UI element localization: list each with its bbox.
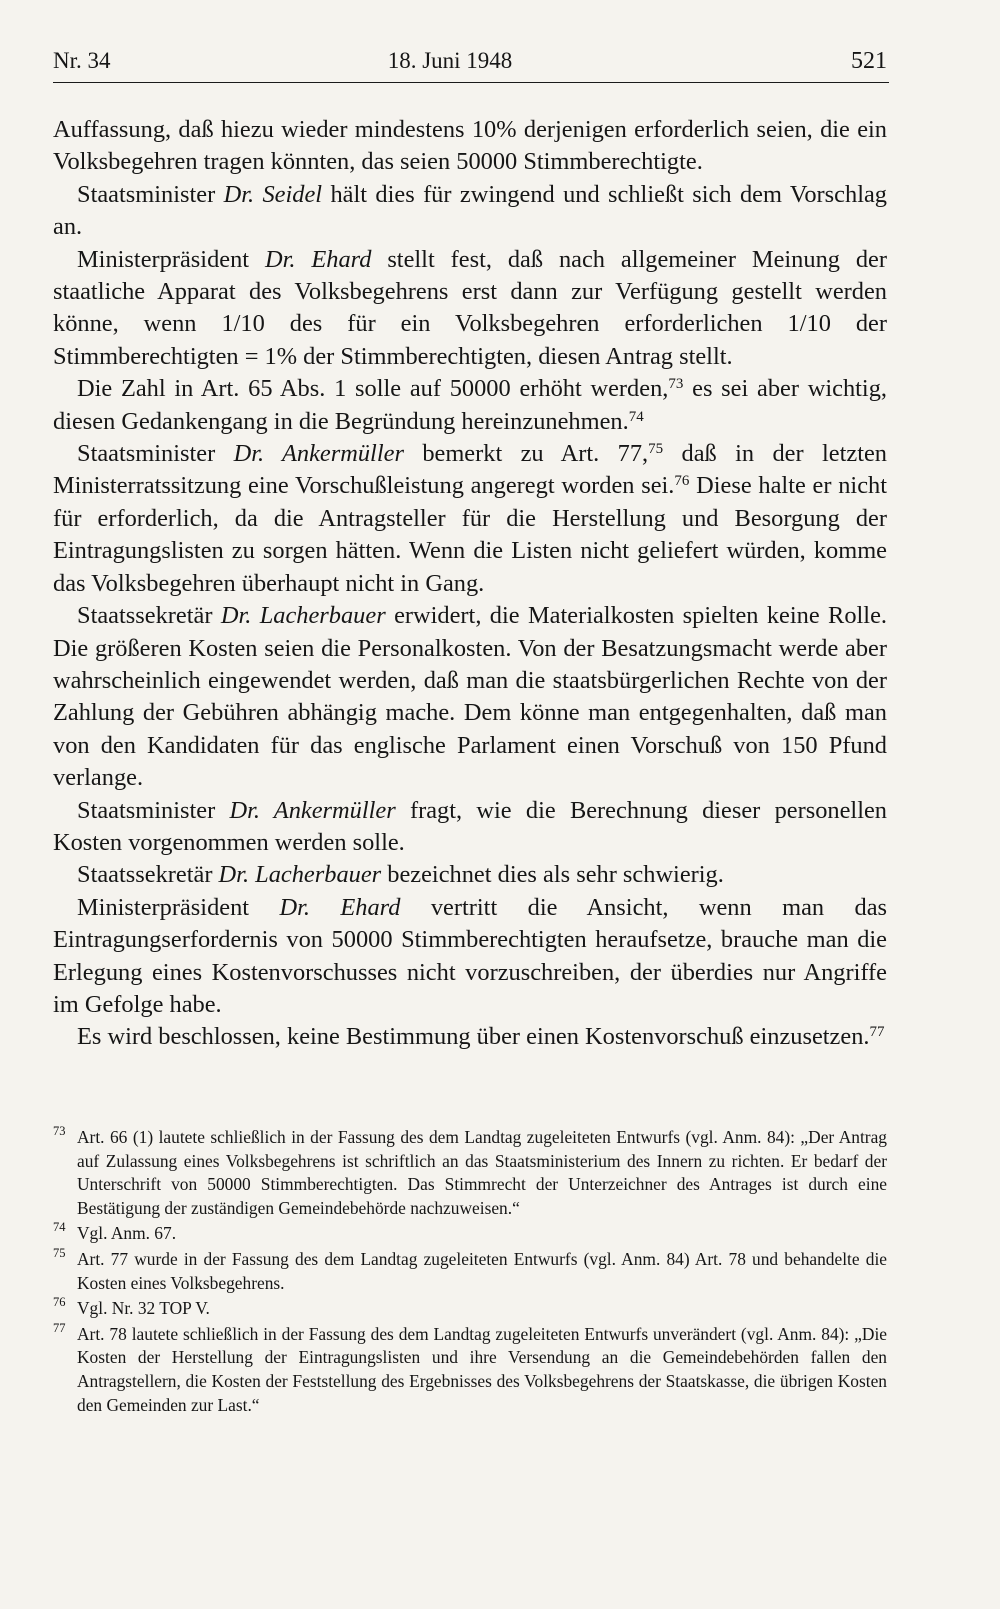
text-run: fragt, wie die Berechnung dieser personellen Kosten vorgenommen werden solle.	[53, 796, 887, 856]
text-run: Ministerpräsident	[77, 893, 280, 921]
body-text	[53, 114, 887, 1054]
text-run: Staatsminister	[77, 180, 224, 208]
body-paragraph	[53, 1021, 887, 1053]
footnote-reference: 77	[869, 1024, 885, 1041]
footnote-number: 73	[53, 1124, 66, 1138]
footnote-text: Vgl. Nr. 32 TOP V.	[77, 1298, 210, 1319]
body-paragraph	[53, 892, 887, 1022]
running-header	[53, 46, 887, 76]
footnote	[53, 1297, 887, 1321]
body-paragraph	[53, 795, 887, 860]
footnote-number: 76	[53, 1295, 66, 1310]
text-run: bezeichnet dies als sehr schwierig.	[381, 861, 724, 889]
footnote	[53, 1320, 887, 1417]
footnote-reference: 73	[668, 376, 684, 392]
text-run: bemerkt zu Art. 77,	[403, 440, 649, 468]
text-run: Staatssekretär	[77, 861, 219, 889]
person-name: Dr. Ehard	[264, 245, 372, 273]
footnote-number: 77	[53, 1320, 66, 1335]
footnote-number: 74	[53, 1220, 66, 1235]
footnote	[53, 1126, 887, 1220]
body-paragraph	[53, 373, 887, 438]
footnote-text: Art. 77 wurde in der Fassung des dem Landtag zugeleiteten Entwurfs (vgl. Anm. 84) Art. 78 und behandelte die Kosten eines Volksbegehrens.	[77, 1248, 887, 1293]
page-number: 521	[851, 48, 887, 74]
text-run: stellt fest, daß nach allgemeiner Meinung der staatliche Apparat des Volksbegehrens erst dann zur Verfügung gestellt werden könne, wenn 1/10 des für ein Volksbegehren erforderlichen 1/10 der Stimmberechtigten = 1% der Stimmberechtigten, diesen Antrag stellt.	[53, 245, 887, 370]
footnote-text: Art. 66 (1) lautete schließlich in der Fassung des dem Landtag zugeleiteten Entwurfs (vgl. Anm. 84): „Der Antrag auf Zulassung eines Volksbegehrens ist schriftlich an das Staatsministerium des Innern zu richten. Er bedarf der Unterschrift von 50000 Stimmberechtigten. Das Stimmrecht der Unterzeichner des Antrages ist durch eine Bestätigung der zuständigen Gemeindebehörde nachzuweisen.“	[77, 1127, 887, 1218]
footnote-number: 75	[53, 1245, 66, 1260]
text-run: vertritt die Ansicht, wenn man das Eintragungserfordernis von 50000 Stimmberechtigten heraufsetze, brauche man die Erlegung eines Kostenvorschusses nicht vorzuschreiben, der überdies nur Angriffe im Gefolge habe.	[53, 893, 888, 1018]
text-run: Ministerpräsident	[77, 245, 265, 273]
text-run: Staatssekretär	[77, 602, 221, 630]
body-paragraph	[53, 179, 887, 244]
header-date: 18. Juni 1948	[387, 48, 513, 73]
text-run: Staatsminister	[77, 796, 230, 824]
footnote-reference: 75	[648, 440, 664, 457]
person-name: Dr. Seidel	[223, 180, 323, 208]
text-run: es sei aber wichtig, diesen Gedankengang in die Begründung hereinzunehmen.	[53, 375, 887, 435]
footnote-text: Vgl. Anm. 67.	[77, 1223, 177, 1244]
footnotes	[53, 1126, 887, 1419]
footnote	[53, 1222, 887, 1246]
footnote-text: Art. 78 lautete schließlich in der Fassung des dem Landtag zugeleiteten Entwurfs unverändert (vgl. Anm. 84): „Die Kosten der Herstellung der Eintragungslisten und ihre Versendung an die Gemeindebehörden fallen den Antragstellern, die Kosten der Feststellung des Ergebnisses des Volksbegehrens der Staatskasse, die übrigen Kosten den Gemeinden zur Last.“	[77, 1323, 887, 1415]
body-paragraph	[53, 859, 887, 891]
text-run: hält dies für zwingend und schließt sich dem Vorschlag an.	[53, 180, 887, 241]
person-name: Dr. Ankermüller	[229, 796, 396, 824]
text-run: Diese halte er nicht für erforderlich, da die Antragsteller für die Herstellung und Besorgung der Eintragungslisten zu sorgen hätten. Wenn die Listen nicht geliefert würden, komme das Volksbegehren überhaupt nicht in Gang.	[53, 472, 887, 597]
text-run: Es wird beschlossen, keine Bestimmung über einen Kostenvorschuß einzusetzen.	[77, 1023, 870, 1051]
person-name: Dr. Ehard	[279, 893, 401, 921]
person-name: Dr. Lacherbauer	[220, 602, 386, 630]
text-run: Staatsminister	[77, 440, 234, 468]
footnote-reference: 76	[674, 473, 690, 490]
text-run: Die Zahl in Art. 65 Abs. 1 solle auf 50000 erhöht werden,	[77, 375, 669, 403]
person-name: Dr. Lacherbauer	[218, 861, 382, 889]
text-run: daß in der letzten Ministerratssitzung eine Vorschußleistung angeregt worden sei.	[53, 440, 887, 500]
footnote	[53, 1245, 887, 1295]
issue-number: Nr. 34	[53, 48, 111, 73]
body-paragraph	[53, 114, 887, 179]
footnote-reference: 74	[628, 408, 644, 425]
body-paragraph	[53, 600, 887, 794]
body-paragraph	[53, 244, 887, 374]
header-rule	[53, 82, 889, 83]
person-name: Dr. Ankermüller	[233, 440, 404, 468]
body-paragraph	[53, 438, 887, 600]
text-run: Auffassung, daß hiezu wieder mindestens 10% derjenigen erforderlich seien, die ein Volksbegehren tragen könnten, das seien 50000 Stimmberechtigte.	[53, 116, 887, 176]
text-run: erwidert, die Materialkosten spielten keine Rolle. Die größeren Kosten seien die Personalkosten. Von der Besatzungsmacht werde aber wahrscheinlich eingewendet werden, daß man die staatsbürgerlichen Rechte von der Zahlung der Gebühren abhängig mache. Dem könne man entgegenhalten, daß man von den Kandidaten für das englische Parlament einen Vorschuß von 150 Pfund verlange.	[53, 602, 887, 792]
